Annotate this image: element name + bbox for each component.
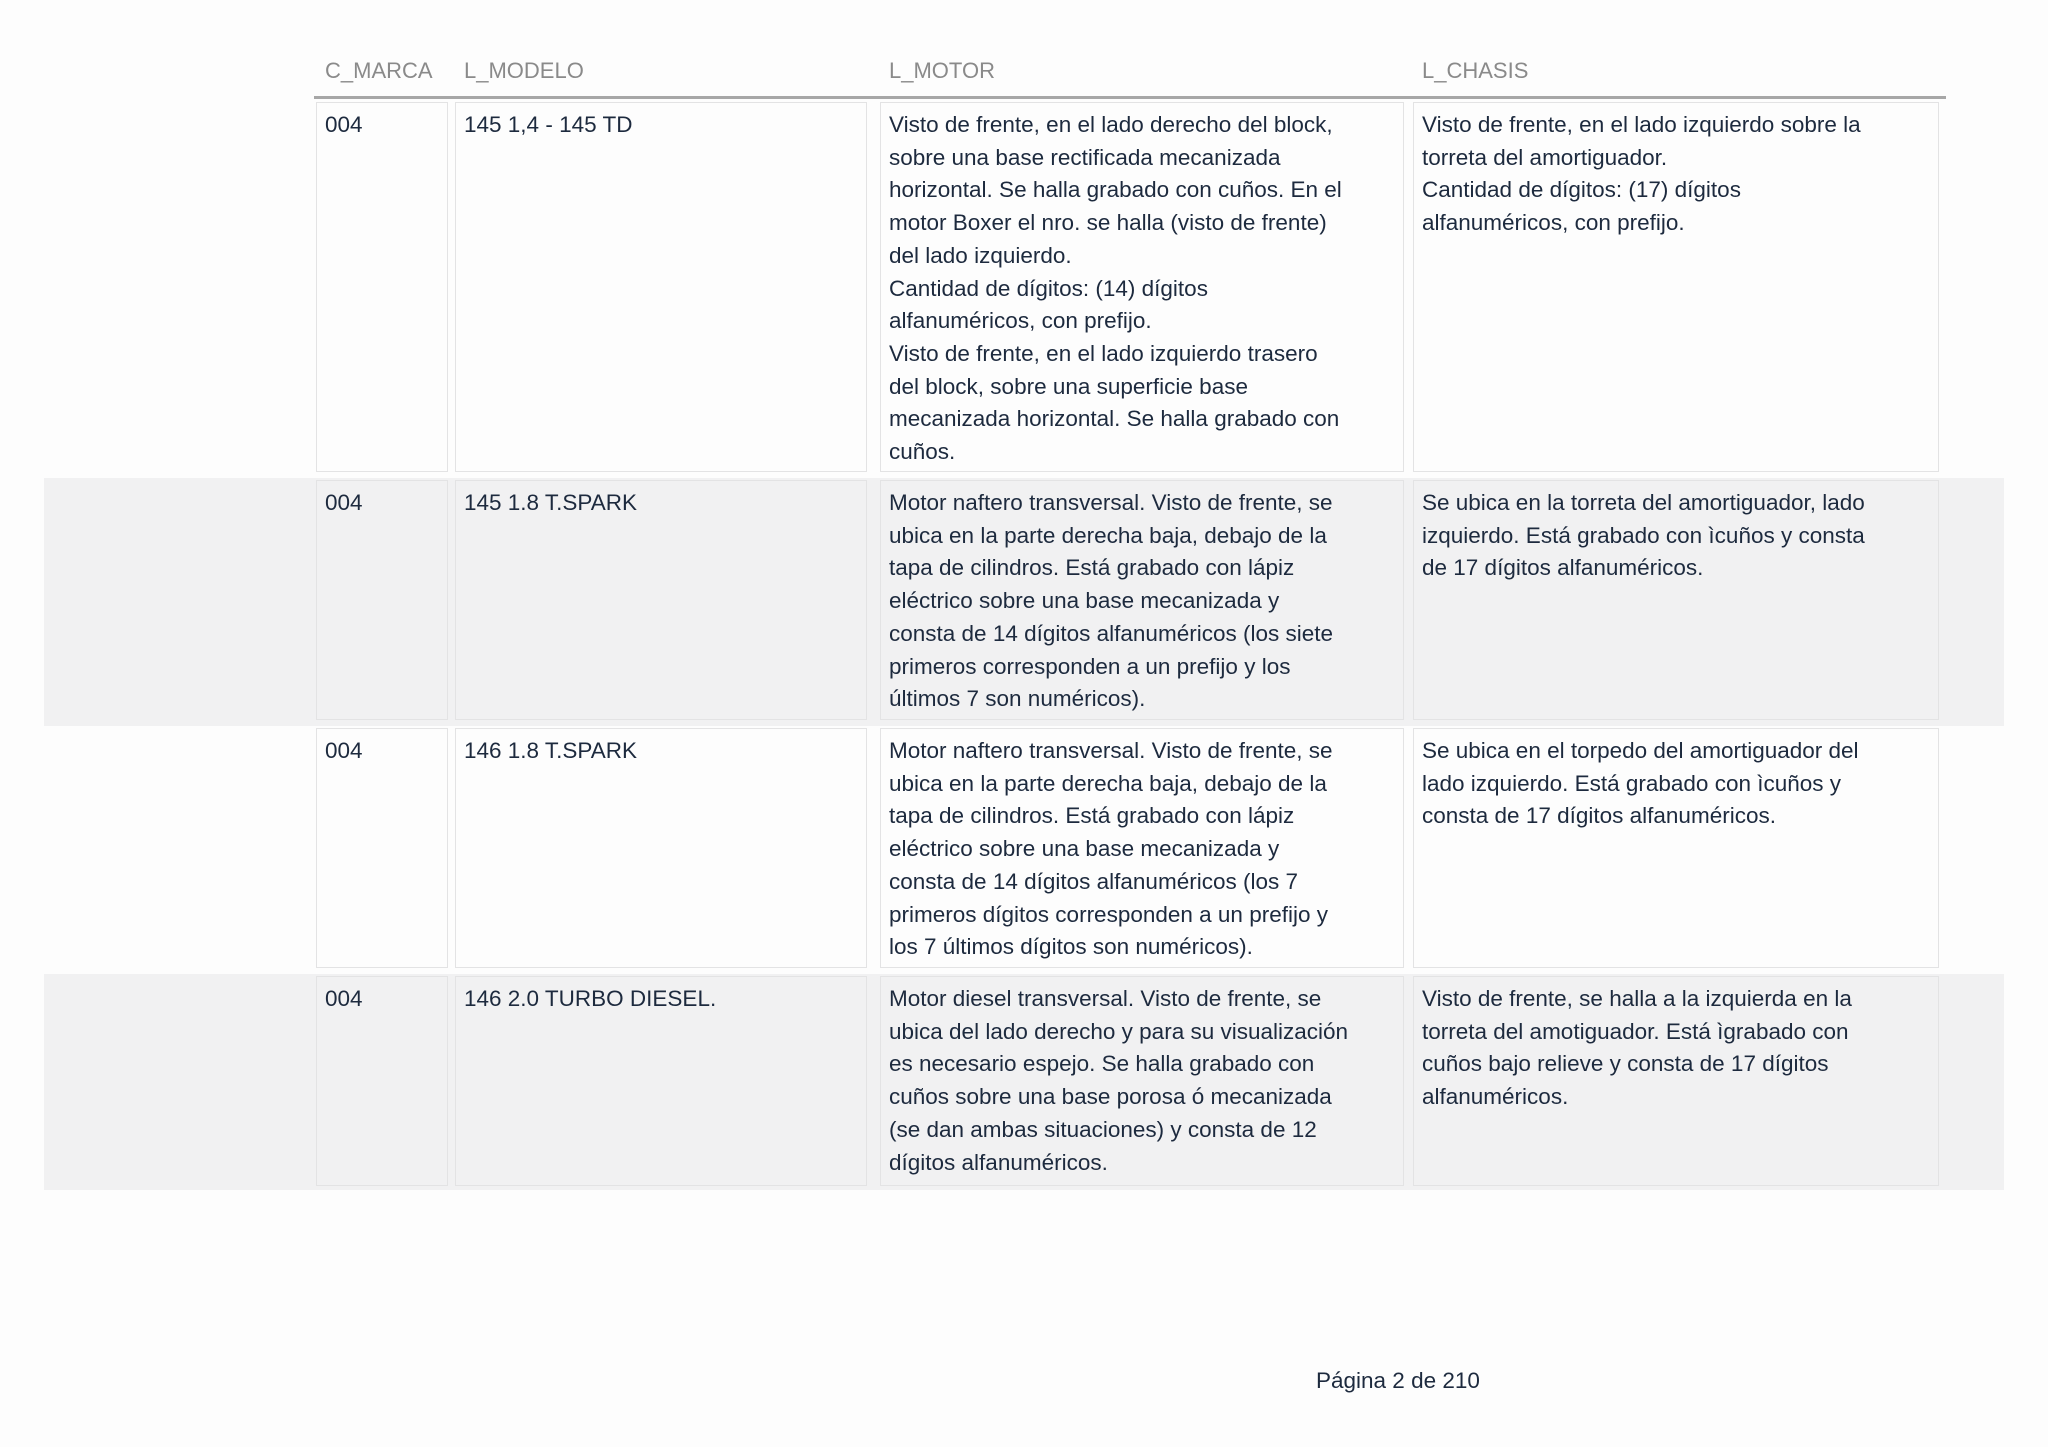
column-header-l-modelo: L_MODELO (464, 58, 584, 83)
cell-l-motor: Motor naftero transversal. Visto de frente, se ubica en la parte derecha baja, debajo de la tapa de cilindros. Está grabado con lápiz eléctrico sobre una base mecanizada y consta de 14 dígitos alfanuméricos (los 7 primeros dígitos corresponden a un prefijo y los 7 últimos dígitos son numéricos). (880, 728, 1404, 968)
cell-l-modelo: 145 1,4 - 145 TD (455, 102, 867, 472)
cell-l-motor: Visto de frente, en el lado derecho del block, sobre una base rectificada mecanizada horizontal. Se halla grabado con cuños. En el motor Boxer el nro. se halla (visto de frente) del lado izquierdo. Cantidad de dígitos: (14) dígitos alfanuméricos, con prefijo. Visto de frente, en el lado izquierdo trasero del block, sobre una superficie base mecanizada horizontal. Se halla grabado con cuños. (880, 102, 1404, 472)
column-header-l-chasis: L_CHASIS (1422, 58, 1529, 83)
cell-l-chasis: Se ubica en el torpedo del amortiguador del lado izquierdo. Está grabado con ìcuños y consta de 17 dígitos alfanuméricos. (1413, 728, 1939, 968)
cell-l-modelo: 146 2.0 TURBO DIESEL. (455, 976, 867, 1186)
cell-l-chasis: Se ubica en la torreta del amortiguador, lado izquierdo. Está grabado con ìcuños y consta de 17 dígitos alfanuméricos. (1413, 480, 1939, 720)
cell-c-marca: 004 (316, 976, 448, 1186)
page-number: Página 2 de 210 (1316, 1368, 1480, 1393)
cell-l-motor: Motor diesel transversal. Visto de frente, se ubica del lado derecho y para su visualización es necesario espejo. Se halla grabado con cuños sobre una base porosa ó mecanizada (se dan ambas situaciones) y consta de 12 dígitos alfanuméricos. (880, 976, 1404, 1186)
cell-c-marca: 004 (316, 728, 448, 968)
table-row (314, 480, 1946, 720)
table-header (314, 52, 1946, 99)
cell-l-chasis: Visto de frente, en el lado izquierdo sobre la torreta del amortiguador. Cantidad de dígitos: (17) dígitos alfanuméricos, con prefijo. (1413, 102, 1939, 472)
cell-c-marca: 004 (316, 480, 448, 720)
table-row (314, 102, 1946, 472)
column-header-c-marca: C_MARCA (325, 58, 433, 83)
cell-l-modelo: 146 1.8 T.SPARK (455, 728, 867, 968)
cell-l-motor: Motor naftero transversal. Visto de frente, se ubica en la parte derecha baja, debajo de la tapa de cilindros. Está grabado con lápiz eléctrico sobre una base mecanizada y consta de 14 dígitos alfanuméricos (los siete primeros corresponden a un prefijo y los últimos 7 son numéricos). (880, 480, 1404, 720)
cell-l-modelo: 145 1.8 T.SPARK (455, 480, 867, 720)
cell-l-chasis: Visto de frente, se halla a la izquierda en la torreta del amotiguador. Está ìgrabado con cuños bajo relieve y consta de 17 dígitos alfanuméricos. (1413, 976, 1939, 1186)
table-row (314, 728, 1946, 968)
column-header-l-motor: L_MOTOR (889, 58, 995, 83)
cell-c-marca: 004 (316, 102, 448, 472)
table-row (314, 976, 1946, 1186)
